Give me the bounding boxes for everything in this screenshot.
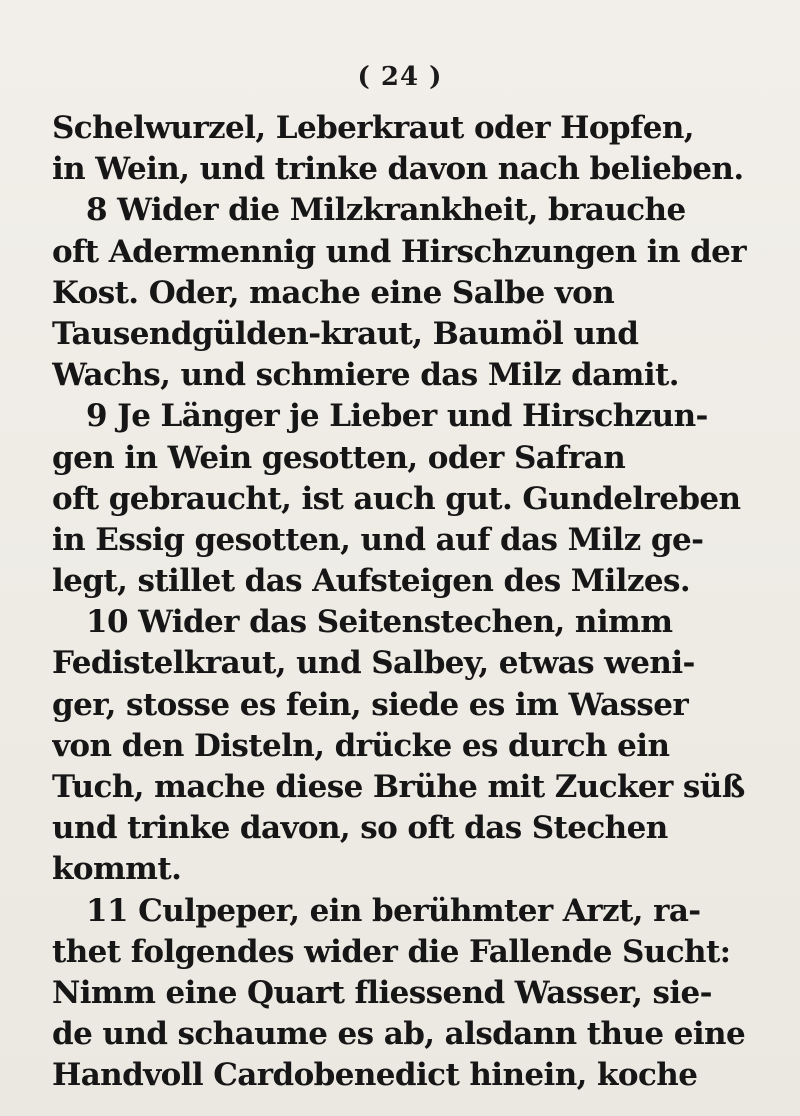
page-text bbox=[52, 108, 792, 1097]
text-line: oft gebraucht, ist auch gut. Gundelreben bbox=[52, 480, 741, 517]
text-line: gen in Wein gesotten, oder Safran bbox=[52, 439, 626, 476]
text-line: Kost. Oder, mache eine Salbe von bbox=[52, 274, 615, 311]
text-line: 8 Wider die Milzkrankheit, brauche bbox=[86, 192, 686, 229]
text-line: Wachs, und schmiere das Milz damit. bbox=[52, 357, 679, 394]
text-line: Schelwurzel, Leberkraut oder Hopfen, bbox=[52, 110, 694, 146]
text-line: Nimm eine Quart fliessend Wasser, sie- bbox=[52, 974, 712, 1011]
text-line: 9 Je Länger je Lieber und Hirschzun- bbox=[86, 398, 708, 435]
text-line: Handvoll Cardobenedict hinein, koche bbox=[52, 1057, 698, 1094]
text-line: und trinke davon, so oft das Stechen bbox=[52, 810, 668, 847]
text-line: legt, stillet das Aufsteigen des Milzes. bbox=[52, 563, 691, 600]
text-line: thet folgendes wider die Fallende Sucht: bbox=[52, 933, 731, 970]
text-line: Tausendgülden-kraut, Baumöl und bbox=[52, 315, 639, 352]
text-line: de und schaume es ab, alsdann thue eine bbox=[52, 1016, 746, 1053]
text-line: Fedistelkraut, und Salbey, etwas weni- bbox=[52, 645, 695, 682]
text-line: in Wein, und trinke davon nach belieben. bbox=[52, 151, 744, 188]
text-line: Tuch, mache diese Brühe mit Zucker süß bbox=[52, 769, 745, 805]
text-line: kommt. bbox=[52, 851, 182, 888]
text-line: 11 Culpeper, ein berühmter Arzt, ra- bbox=[86, 892, 701, 929]
text-line: 10 Wider das Seitenstechen, nimm bbox=[86, 604, 673, 641]
text-line: von den Disteln, drücke es durch ein bbox=[52, 727, 670, 764]
text-line: in Essig gesotten, und auf das Milz ge- bbox=[52, 521, 704, 558]
page-number: ( 24 ) bbox=[357, 62, 443, 92]
text-line: ger, stosse es fein, siede es im Wasser bbox=[52, 686, 689, 723]
text-line: oft Adermennig und Hirschzungen in der bbox=[52, 233, 747, 270]
